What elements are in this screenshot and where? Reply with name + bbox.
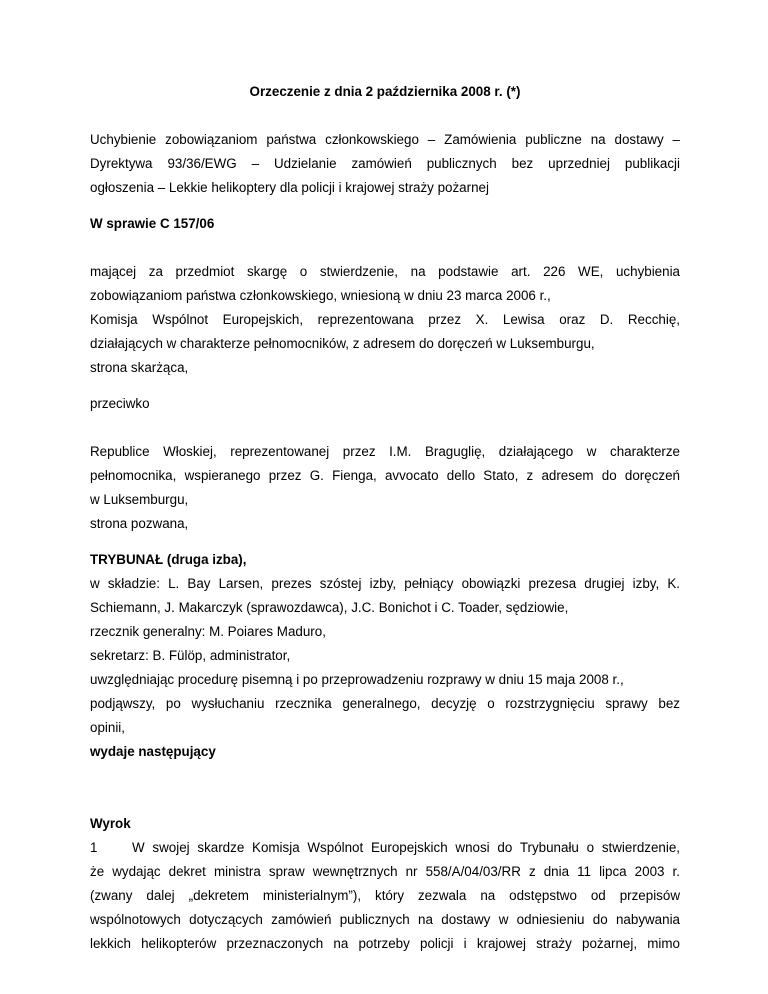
paragraph-line: że wydając dekret ministra spraw wewnętrznych nr 558/A/04/03/RR z dnia 11 lipca 2003 r. (90, 864, 680, 879)
court-line: Schiemann, J. Makarczyk (sprawozdawca), J.C. Bonichot i C. Toader, sędziowie, (90, 600, 569, 615)
judgment-heading: Wyrok (90, 816, 131, 831)
subject-summary (90, 128, 680, 200)
claimant-line: strona skarżąca, (90, 360, 189, 375)
claimant-section (90, 260, 680, 380)
paragraph-line: wspólnotowych dotyczących zamówień publicznych na dostawy w odniesieniu do nabywania (90, 912, 680, 927)
paragraph-number: 1 (90, 840, 98, 855)
subject-line: Uchybienie zobowiązaniom państwa członkowskiego – Zamówienia publiczne na dostawy – (90, 132, 680, 147)
court-composition (90, 572, 680, 764)
subject-line: ogłoszenia – Lekkie helikoptery dla policji i krajowej straży pożarnej (90, 180, 489, 195)
subject-line: Dyrektywa 93/36/EWG – Udzielanie zamówień publicznych bez uprzedniej publikacji (90, 156, 680, 171)
defendant-line: Republice Włoskiej, reprezentowanej przez I.M. Braguglię, działającego w charakterze (90, 444, 680, 459)
court-line: opinii, (90, 720, 125, 735)
court-line: uwzględniając procedurę pisemną i po przeprowadzeniu rozprawy w dniu 15 maja 2008 r., (90, 672, 624, 687)
case-heading: W sprawie C 157/06 (90, 216, 215, 231)
defendant-section (90, 440, 680, 536)
court-closing: wydaje następujący (90, 744, 216, 759)
claimant-line: działających w charakterze pełnomocników, z adresem do doręczeń w Luksemburgu, (90, 336, 595, 351)
court-heading: TRYBUNAŁ (druga izba), (90, 552, 247, 567)
defendant-line: strona pozwana, (90, 516, 189, 531)
document-title: Orzeczenie z dnia 2 października 2008 r. (*) (249, 84, 521, 99)
versus-label: przeciwko (90, 396, 150, 411)
claimant-line: mającej za przedmiot skargę o stwierdzenie, na podstawie art. 226 WE, uchybienia (90, 264, 680, 279)
claimant-line: zobowiązaniom państwa członkowskiego, wniesioną w dniu 23 marca 2006 r., (90, 288, 551, 303)
court-line: podjąwszy, po wysłuchaniu rzecznika generalnego, decyzję o rozstrzygnięciu sprawy bez (90, 696, 680, 711)
paragraph-line: lekkich helikopterów przeznaczonych na potrzeby policji i krajowej straży pożarnej, mimo (90, 936, 680, 951)
defendant-line: pełnomocnika, wspieranego przez G. Fienga, avvocato dello Stato, z adresem do doręczeń (90, 468, 680, 483)
court-line: rzecznik generalny: M. Poiares Maduro, (90, 624, 326, 639)
claimant-line: Komisja Wspólnot Europejskich, reprezentowana przez X. Lewisa oraz D. Recchię, (90, 312, 680, 327)
paragraph-line: (zwany dalej „dekretem ministerialnym”), który zezwala na odstępstwo od przepisów (90, 888, 680, 903)
court-line: w składzie: L. Bay Larsen, prezes szóstej izby, pełniący obowiązki prezesa drugiej izby, K. (90, 576, 680, 591)
paragraph-1 (90, 836, 680, 956)
paragraph-first-line (90, 836, 680, 860)
paragraph-line: W swojej skardze Komisja Wspólnot Europejskich wnosi do Trybunału o stwierdzenie, (132, 840, 680, 855)
defendant-line: w Luksemburgu, (90, 492, 189, 507)
court-line: sekretarz: B. Fülöp, administrator, (90, 648, 291, 663)
